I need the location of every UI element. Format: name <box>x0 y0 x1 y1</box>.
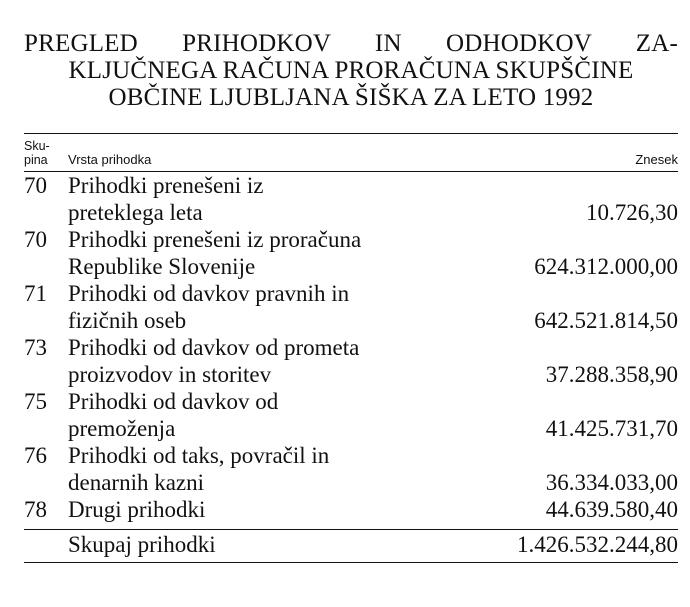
table-row <box>24 496 678 523</box>
row-amount: 10.726,30 <box>586 200 678 225</box>
row-code: 70 <box>24 173 47 198</box>
title-line-1: PREGLED PRIHODKOV IN ODHODKOV ZA- <box>24 30 678 57</box>
header-type: Vrsta prihodka <box>68 152 152 167</box>
table-row <box>24 280 678 334</box>
row-amount: 41.425.731,70 <box>545 416 678 441</box>
row-description: Prihodki od taks, povračil in denarnih kazni <box>68 443 330 495</box>
table-row <box>24 334 678 388</box>
total-label: Skupaj prihodki <box>68 532 216 557</box>
table-row <box>24 442 678 496</box>
title-line-2: KLJUČNEGA RAČUNA PRORAČUNA SKUPŠČINE <box>68 57 634 84</box>
row-code: 75 <box>24 389 47 414</box>
table-row <box>24 172 678 226</box>
row-description: Prihodki prenešeni iz proračuna Republike Slovenije <box>68 227 362 279</box>
table-row <box>24 388 678 442</box>
row-amount: 36.334.033,00 <box>545 470 678 495</box>
table-row <box>24 226 678 280</box>
title-line-3: OBČINE LJUBLJANA ŠIŠKA ZA LETO 1992 <box>108 84 594 111</box>
table-bottom-rule <box>24 562 678 563</box>
row-code: 71 <box>24 281 47 306</box>
document-page <box>24 30 678 563</box>
row-description: Drugi prihodki <box>68 497 206 522</box>
row-description: Prihodki od davkov od prometa proizvodov in storitev <box>68 335 360 387</box>
header-amount: Znesek <box>635 152 678 167</box>
row-amount: 37.288.358,90 <box>545 362 678 387</box>
total-row <box>24 530 678 559</box>
row-code: 78 <box>24 497 47 522</box>
total-amount: 1.426.532.244,80 <box>517 532 678 557</box>
document-title <box>24 30 678 111</box>
row-description: Prihodki od davkov pravnih in fizičnih oseb <box>68 281 350 333</box>
row-description: Prihodki od davkov od premoženja <box>68 389 279 441</box>
header-group: Sku- pina <box>24 139 50 167</box>
row-code: 73 <box>24 335 47 360</box>
row-amount: 44.639.580,40 <box>545 497 678 522</box>
row-description: Prihodki prenešeni iz preteklega leta <box>68 173 264 225</box>
row-amount: 642.521.814,50 <box>534 308 678 333</box>
table-body <box>24 172 678 523</box>
row-code: 70 <box>24 227 47 252</box>
row-amount: 624.312.000,00 <box>534 254 678 279</box>
row-code: 76 <box>24 443 47 468</box>
table-header <box>24 134 678 171</box>
